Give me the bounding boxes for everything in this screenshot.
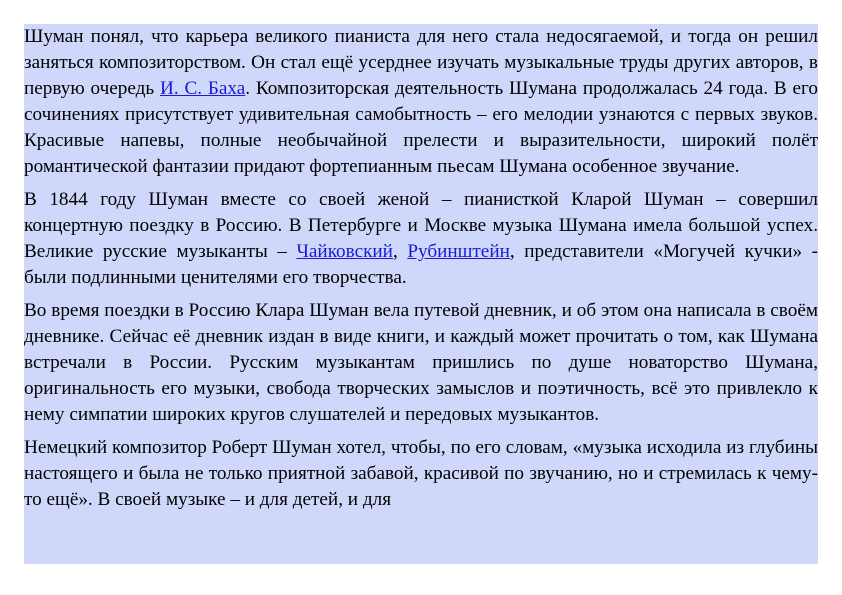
paragraph-text: . Композиторская деятельность Шумана продолжалась 24 года. В его сочинениях присутствует удивительная самобытность – его мелодии узнаются с первых звуков. Красивые напевы, полные необычайной прелести и выразительности, широкий полёт романтической фантазии придают фортепианным пьесам Шумана особенное звучание. bbox=[24, 78, 819, 177]
document-text-block bbox=[24, 24, 818, 513]
link-tchaikovsky[interactable]: Чайковский bbox=[296, 241, 393, 262]
paragraph-russia-trip bbox=[24, 187, 818, 291]
paragraph-text: Во время поездки в Россию Клара Шуман вела путевой дневник, и об этом она написала в своём дневнике. Сейчас её дневник издан в виде книги, и каждый может прочитать о том, как Шумана встречали в России. Русским музыкантам пришлись по душе новаторство Шумана, оригинальность его музыки, свобода творческих замыслов и поэтичность, всё это привлекло к нему симпатии широких кругов слушателей и передовых музыкантов. bbox=[24, 300, 818, 425]
link-rubinstein[interactable]: Рубинштейн bbox=[407, 241, 510, 262]
paragraph-schumann-quote bbox=[24, 435, 818, 513]
paragraph-text: , представители «Могучей кучки» - были подлинными ценителями его творчества. bbox=[24, 241, 819, 288]
paragraph-text: Немецкий композитор Роберт Шуман хотел, чтобы, по его словам, «музыка исходила из глубины настоящего и была не только приятной забавой, красивой по звучанию, но и стремилась к чему-то ещё». В своей музыке – и для детей, и для bbox=[24, 437, 818, 510]
paragraph-clara-diary bbox=[24, 298, 818, 428]
link-separator: , bbox=[392, 241, 408, 262]
paragraph-text: В 1844 году Шуман вместе со своей женой – пианисткой Кларой Шуман – совершил концертную поездку в Россию. В Петербурге и Москве музыка Шумана имела большой успех. Великие русские музыканты – bbox=[24, 189, 818, 262]
link-bach[interactable]: И. С. Баха bbox=[160, 78, 246, 99]
paragraph-text: Шуман понял, что карьера великого пианиста для него стала недосягаемой, и тогда он решил заняться композиторством. Он стал ещё усерднее изучать музыкальные труды других авторов, в первую очередь bbox=[24, 26, 818, 99]
paragraph-career bbox=[24, 24, 818, 180]
